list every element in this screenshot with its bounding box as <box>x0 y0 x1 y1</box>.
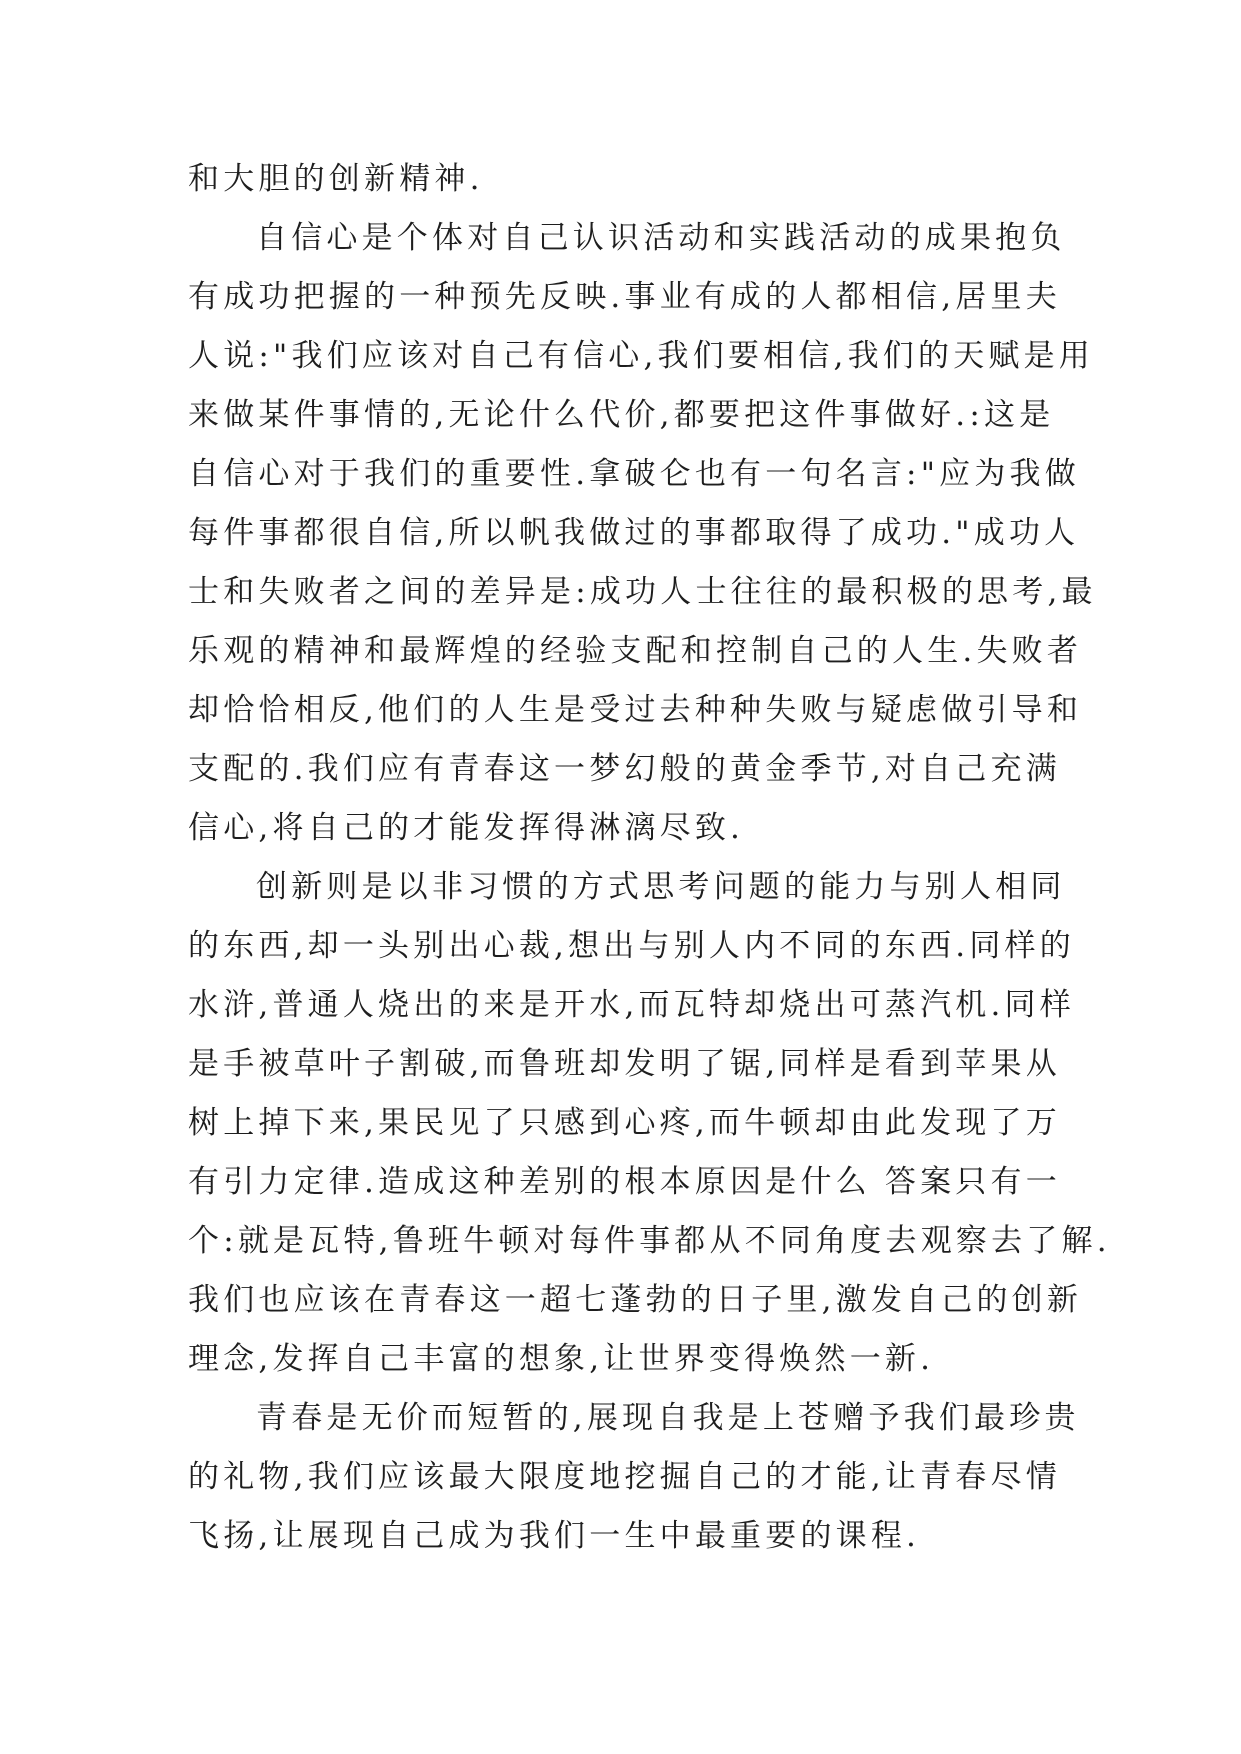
text-line: 的东西,却一头别出心裁,想出与别人内不同的东西.同样的 <box>188 928 1075 964</box>
text-line: 青春是无价而短暂的,展现自我是上苍赠予我们最珍贵 <box>256 1400 1080 1436</box>
text-line: 士和失败者之间的差异是:成功人士往往的最积极的思考,最 <box>188 574 1097 610</box>
text-line: 自信心是个体对自己认识活动和实践活动的成果抱负 <box>256 220 1066 256</box>
text-line: 信心,将自己的才能发挥得淋漓尽致. <box>188 810 745 846</box>
document-body <box>188 150 1111 1566</box>
paragraph-4 <box>188 1389 1080 1566</box>
text-line: 人说:"我们应该对自己有信心,我们要相信,我们的天赋是用 <box>188 338 1095 374</box>
text-line: 自信心对于我们的重要性.拿破仑也有一句名言:"应为我做 <box>188 456 1080 492</box>
text-line: 水浒,普通人烧出的来是开水,而瓦特却烧出可蒸汽机.同样 <box>188 987 1075 1023</box>
text-line: 乐观的精神和最辉煌的经验支配和控制自己的人生.失败者 <box>188 633 1083 669</box>
text-line: 我们也应该在青春这一超七蓬勃的日子里,激发自己的创新 <box>188 1282 1083 1318</box>
paragraph-3 <box>188 858 1111 1389</box>
text-line: 理念,发挥自己丰富的想象,让世界变得焕然一新. <box>188 1341 935 1377</box>
text-line: 却恰恰相反,他们的人生是受过去种种失败与疑虑做引导和 <box>188 692 1083 728</box>
text-line: 飞扬,让展现自己成为我们一生中最重要的课程. <box>188 1518 921 1554</box>
text-line: 支配的.我们应有青春这一梦幻般的黄金季节,对自己充满 <box>188 751 1061 787</box>
text-line: 来做某件事情的,无论什么代价,都要把这件事做好.:这是 <box>188 397 1055 433</box>
text-line: 是手被草叶子割破,而鲁班却发明了锯,同样是看到苹果从 <box>188 1046 1061 1082</box>
text-line: 每件事都很自信,所以帆我做过的事都取得了成功."成功人 <box>188 515 1080 551</box>
paragraph-1 <box>188 150 1056 209</box>
text-line: 个:就是瓦特,鲁班牛顿对每件事都从不同角度去观察去了解. <box>188 1223 1111 1259</box>
paragraph-2 <box>188 209 1097 858</box>
text-line: 的礼物,我们应该最大限度地挖掘自己的才能,让青春尽情 <box>188 1459 1061 1495</box>
text-line: 创新则是以非习惯的方式思考问题的能力与别人相同 <box>256 869 1066 905</box>
text-line: 树上掉下来,果民见了只感到心疼,而牛顿却由此发现了万 <box>188 1105 1061 1141</box>
text-line: 和大胆的创新精神. <box>188 161 484 197</box>
text-line: 有成功把握的一种预先反映.事业有成的人都相信,居里夫 <box>188 279 1061 315</box>
text-line: 有引力定律.造成这种差别的根本原因是什么 答案只有一 <box>188 1164 1061 1200</box>
